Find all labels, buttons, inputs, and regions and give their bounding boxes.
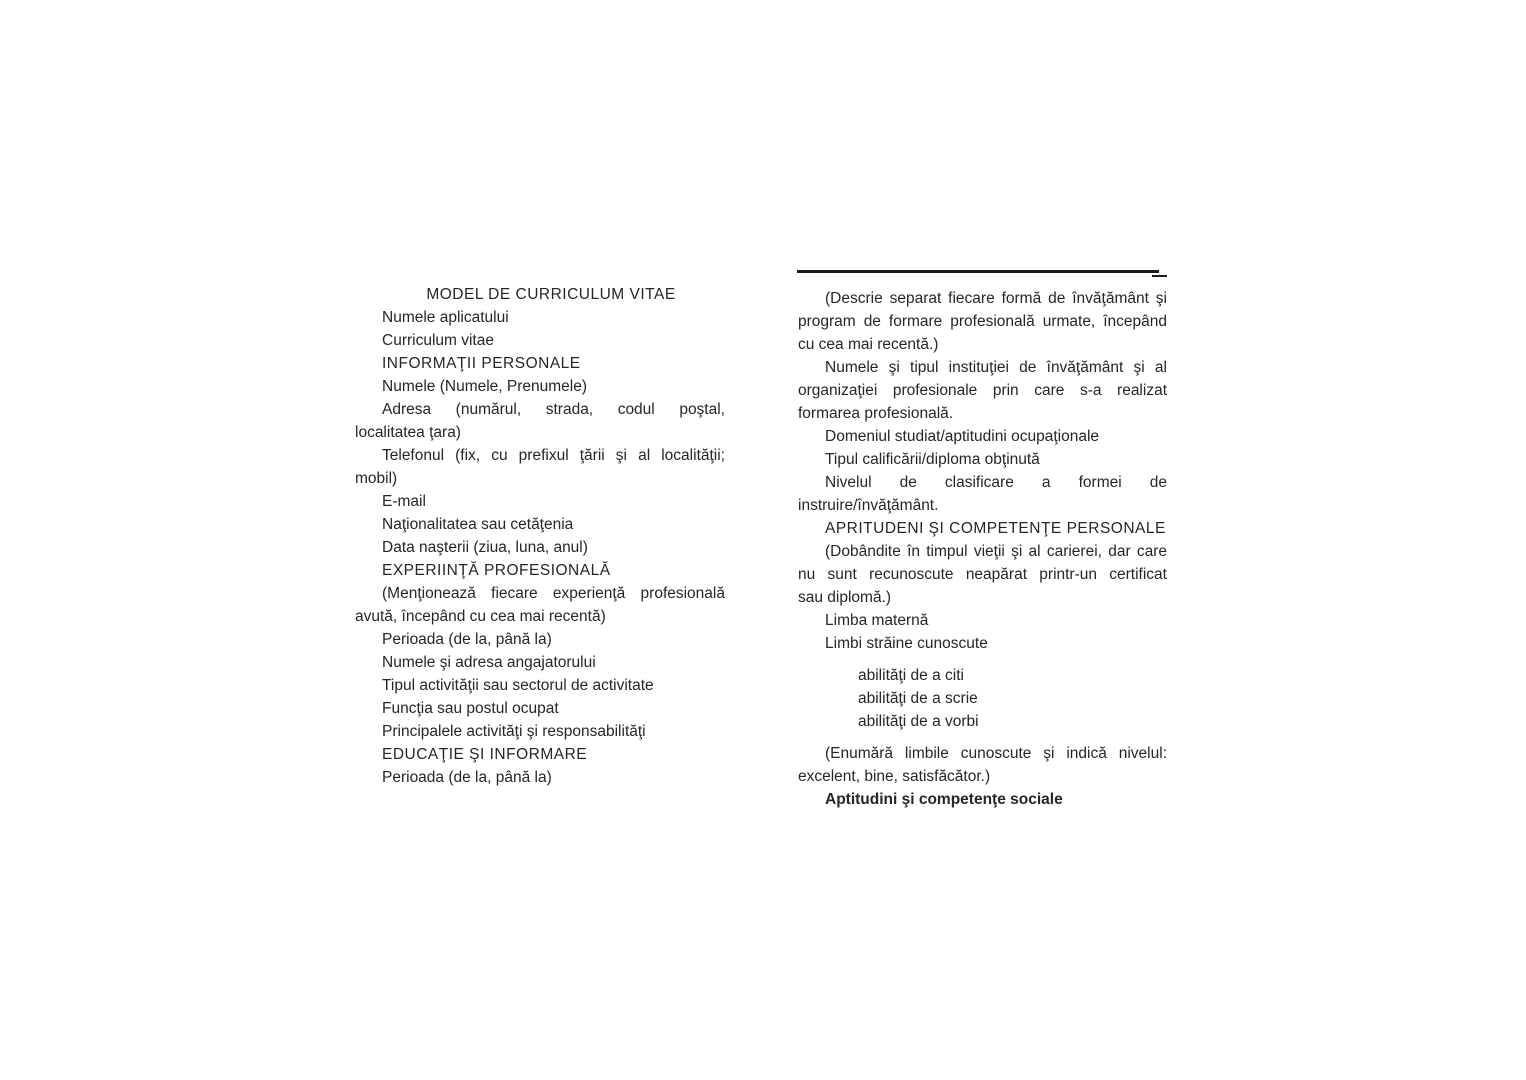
text-line: Naţionalitatea sau cetăţenia: [382, 516, 574, 533]
text-line: Data naşterii (ziua, luna, anul): [382, 539, 588, 556]
text-line: Nivelul de clasificare a formei de: [825, 474, 1167, 491]
column-divider-line: [797, 270, 1159, 273]
text-line: avută, începând cu cea mai recentă): [355, 608, 606, 625]
text-line: E-mail: [382, 493, 426, 510]
text-line: Numele şi adresa angajatorului: [382, 654, 596, 671]
text-line: (Menţionează fiecare experienţă profesională: [382, 585, 725, 602]
text-line: Perioada (de la, până la): [382, 769, 552, 786]
bold-heading-line: Aptitudini şi competenţe sociale: [825, 791, 1063, 808]
text-line: Numele şi tipul instituţiei de învăţământ şi al: [825, 359, 1167, 376]
text-line: Funcţia sau postul ocupat: [382, 700, 559, 717]
text-line: Adresa (numărul, strada, codul poştal,: [382, 401, 725, 418]
text-line: localitatea ţara): [355, 424, 461, 441]
text-line: Domeniul studiat/aptitudini ocupaţionale: [825, 428, 1100, 445]
text-line: organizaţiei profesionale prin care s-a realizat: [798, 382, 1167, 399]
section-heading: EDUCAŢIE ŞI INFORMARE: [382, 746, 588, 763]
text-line: Telefonul (fix, cu prefixul ţării şi al localităţii;: [382, 447, 725, 464]
text-line: Principalele activităţi şi responsabilităţi: [382, 723, 646, 740]
text-line: instruire/învăţământ.: [798, 497, 939, 514]
text-line: program de formare profesională urmate, începând: [798, 313, 1167, 330]
text-line: Tipul calificării/diploma obţinută: [825, 451, 1040, 468]
text-line: Curriculum vitae: [382, 332, 494, 349]
text-line: sau diplomă.): [798, 589, 892, 606]
text-line: Tipul activităţii sau sectorul de activitate: [382, 677, 654, 694]
text-line: Limbi străine cunoscute: [825, 635, 988, 652]
section-heading: INFORMAŢII PERSONALE: [382, 355, 581, 372]
text-line: cu cea mai recentă.): [798, 336, 939, 353]
document-title: MODEL DE CURRICULUM VITAE: [426, 286, 676, 303]
text-line: nu sunt recunoscute neapărat printr-un certificat: [798, 566, 1167, 583]
text-line: abilităţi de a vorbi: [858, 713, 979, 730]
text-line: Limba maternă: [825, 612, 929, 629]
text-line: Numele aplicatului: [382, 309, 509, 326]
text-line: mobil): [355, 470, 398, 487]
text-line: Numele (Numele, Prenumele): [382, 378, 588, 395]
right-column: [798, 287, 1167, 811]
text-line: (Enumără limbile cunoscute şi indică nivelul:: [825, 745, 1167, 762]
text-line: abilităţi de a scrie: [858, 690, 978, 707]
text-line: (Descrie separat fiecare formă de învăţământ şi: [825, 290, 1167, 307]
section-heading: EXPERIINŢĂ PROFESIONALĂ: [382, 562, 611, 579]
section-heading: APRITUDENI ŞI COMPETENŢE PERSONALE: [825, 520, 1166, 537]
text-line: formarea profesională.: [798, 405, 954, 422]
text-line: abilităţi de a citi: [858, 667, 964, 684]
left-column: [355, 283, 725, 789]
text-line: Perioada (de la, până la): [382, 631, 552, 648]
text-line: excelent, bine, satisfăcător.): [798, 768, 991, 785]
column-divider-tick: [1152, 275, 1167, 277]
text-line: (Dobândite în timpul vieţii şi al carierei, dar care: [825, 543, 1167, 560]
